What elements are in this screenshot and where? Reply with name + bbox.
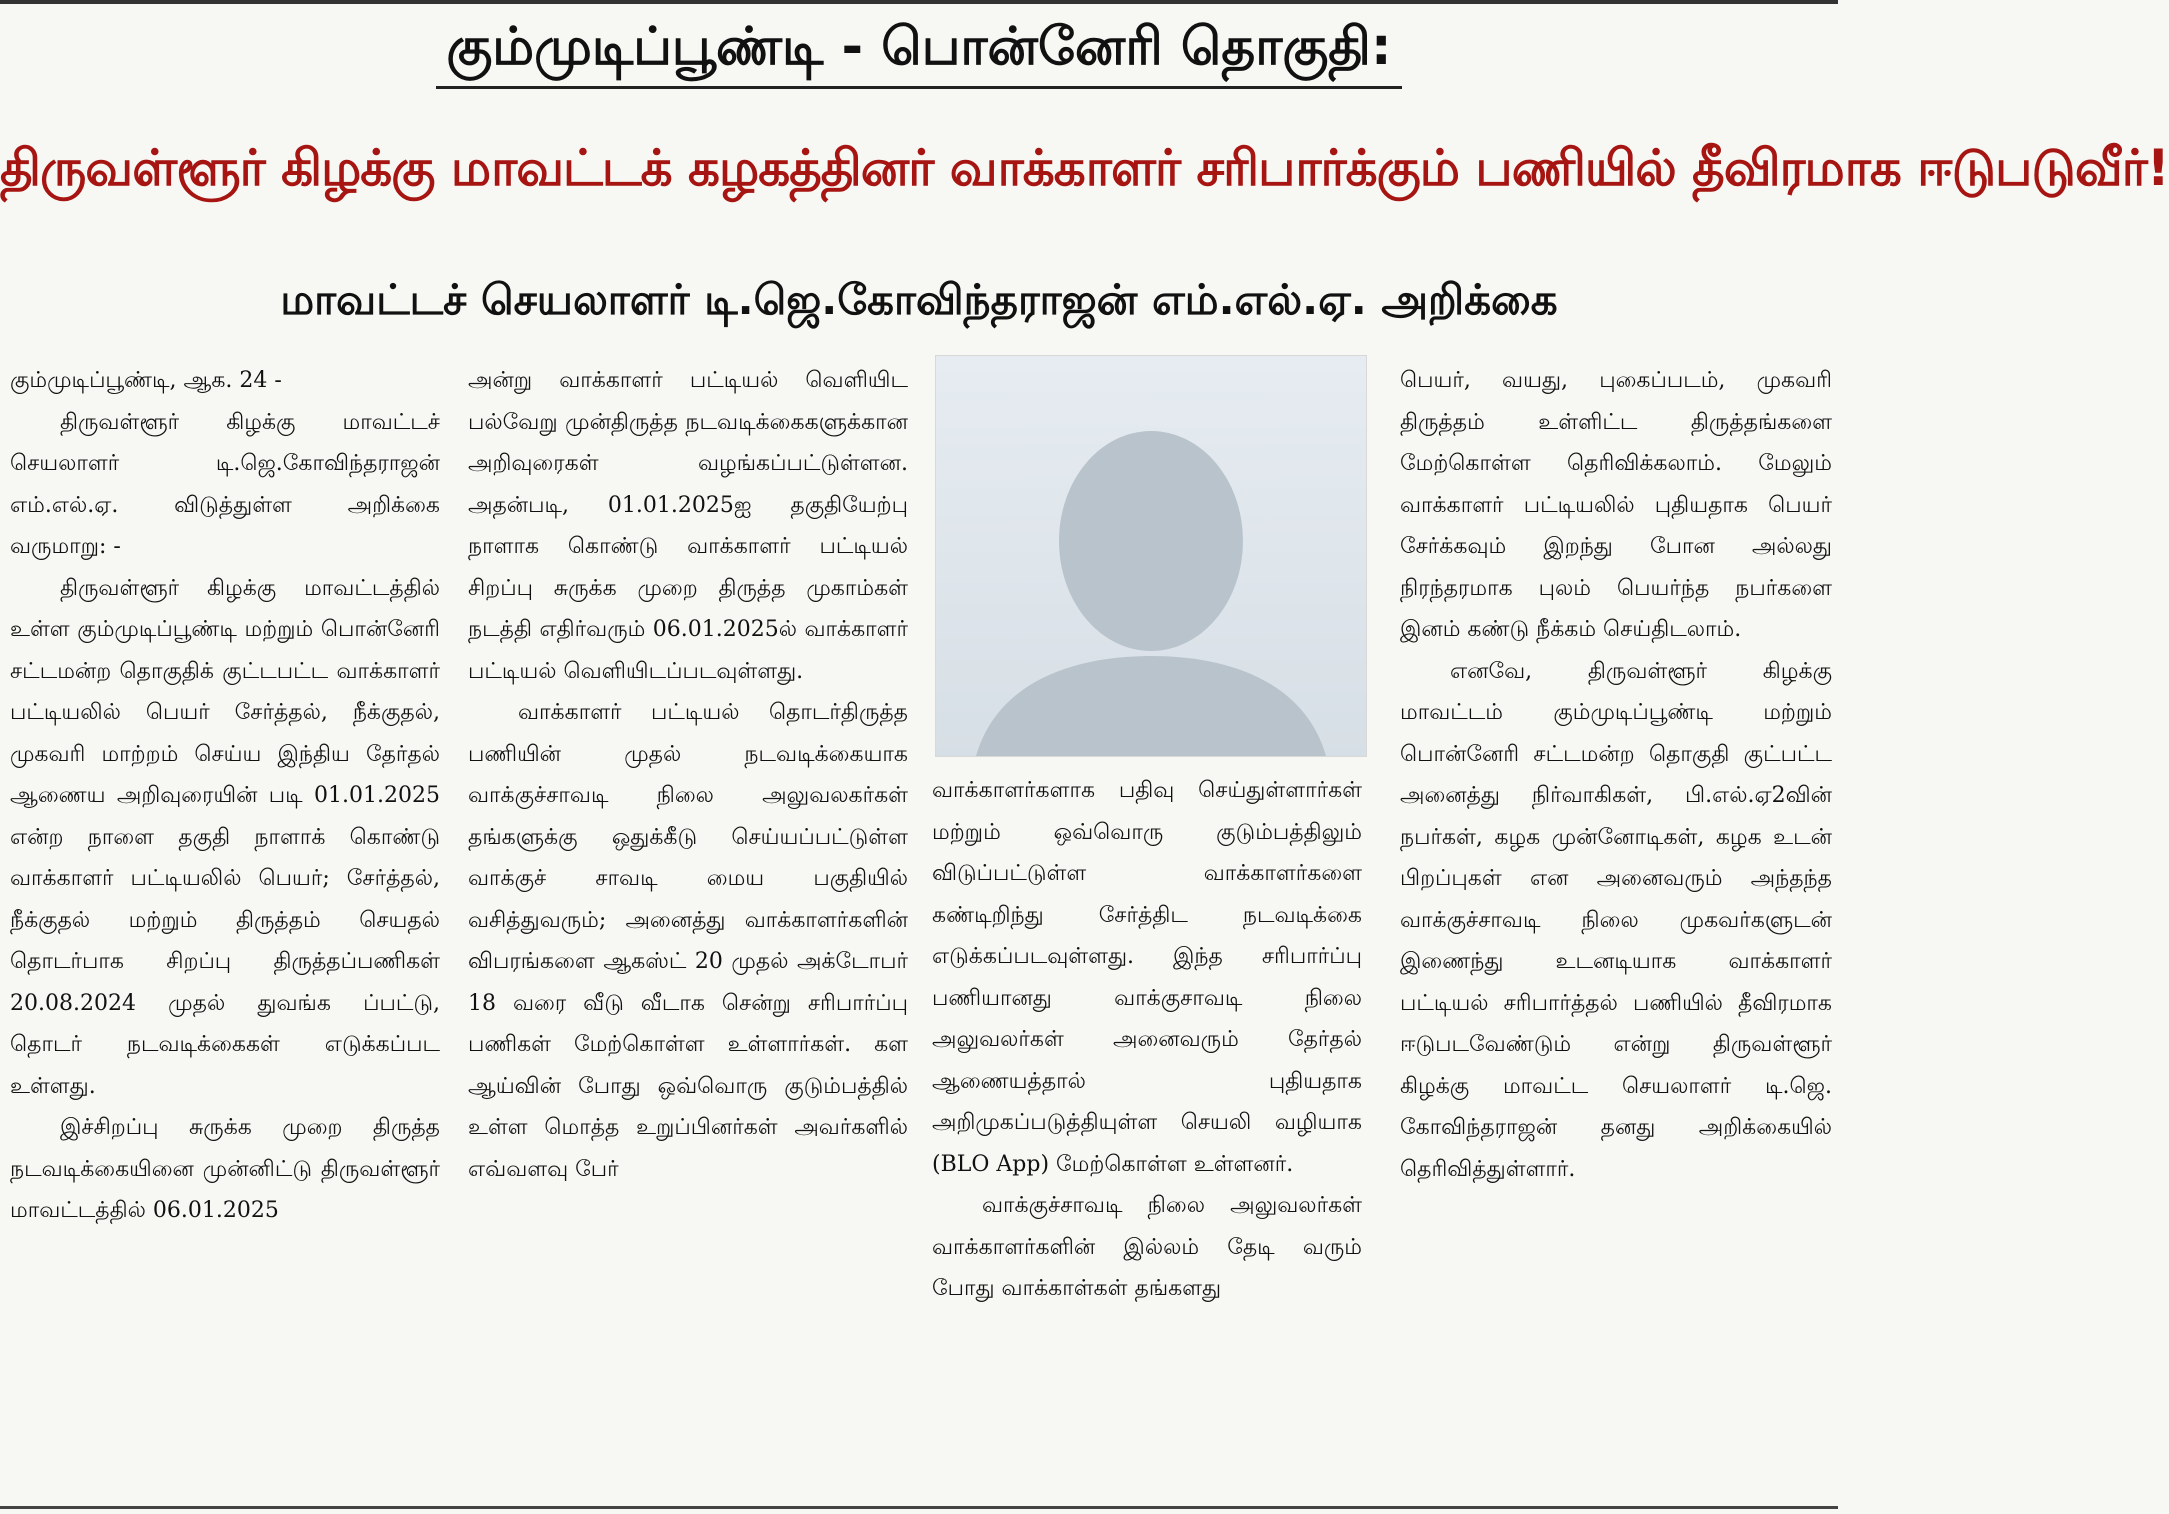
kicker-heading (0, 12, 1838, 89)
portrait-placeholder (936, 356, 1366, 756)
paragraph: வாக்குச்சாவடி நிலை அலுவலர்கள் வாக்காளர்களின் இல்லம் தேடி வரும் போது வாக்காள்கள் தங்களது (932, 1193, 1362, 1301)
paragraph: எனவே, திருவள்ளூர் கிழக்கு மாவட்டம் கும்முடிப்பூண்டி மற்றும் பொன்னேரி சட்டமன்ற தொகுதி குட்பட்ட அனைத்து நிர்வாகிகள், பி.எல்.ஏ2வின் நபர்கள், கழக முன்னோடிகள், கழக உடன் பிறப்புகள் என அனைவரும் அந்தந்த வாக்குச்சாவடி நிலை முகவர்களுடன் இணைந்து உடனடியாக வாக்காளர் பட்டியல் சரிபார்த்தல் பணியில் தீவிரமாக ஈடுபடவேண்டும் என்று திருவள்ளூர் கிழக்கு மாவட்ட செயலாளர் டி.ஜெ. கோவிந்தராஜன் தனது அறிக்கையில் தெரிவித்துள்ளார். (1400, 658, 1832, 1182)
article-column-4 (1400, 360, 1832, 1510)
top-rule (0, 0, 1838, 4)
article-column-1 (10, 360, 440, 1510)
article-column-3 (932, 770, 1362, 1510)
kicker-text: கும்முடிப்பூண்டி - பொன்னேரி தொகுதி: (436, 12, 1401, 89)
dateline: கும்முடிப்பூண்டி, ஆக. 24 - (10, 368, 282, 393)
paragraph: திருவள்ளூர் கிழக்கு மாவட்டச் செயலாளர் டி.ஜெ.கோவிந்தராஜன் எம்.எல்.ஏ. விடுத்துள்ள அறிக்கை வருமாறு: - (10, 409, 440, 559)
paragraph: வாக்காளர் பட்டியல் தொடர்திருத்த பணியின் முதல் நடவடிக்கையாக வாக்குச்சாவடி நிலை அலுவலகர்கள் தங்களுக்கு ஒதுக்கீடு செய்யப்பட்டுள்ள வாக்குச் சாவடி மைய பகுதியில் வசித்துவரும்; அனைத்து வாக்காளர்களின் விபரங்களை ஆகஸ்ட் 20 முதல் அக்டோபர் 18 வரை வீடு வீடாக சென்று சரிபார்ப்பு பணிகள் மேற்கொள்ள உள்ளார்கள். கள ஆய்வின் போது ஒவ்வொரு குடும்பத்தில் உள்ள மொத்த உறுப்பினர்கள் அவர்களில் எவ்வளவு பேர் (468, 700, 908, 1182)
paragraph: வாக்காளர்களாக பதிவு செய்துள்ளார்கள் மற்றும் ஒவ்வொரு குடும்பத்திலும் விடுப்பட்டுள்ள வாக்காளர்களை கண்டிறிந்து சேர்த்திட நடவடிக்கை எடுக்கப்படவுள்ளது. இந்த சரிபார்ப்பு பணியானது வாக்குசாவடி நிலை அலுவலர்கள் அனைவரும் தேர்தல் ஆணையத்தால் புதியதாக அறிமுகப்படுத்தியுள்ள செயலி வழியாக (BLO App) மேற்கொள்ள உள்ளனர். (932, 778, 1362, 1177)
headline: திருவள்ளூர் கிழக்கு மாவட்டக் கழகத்தினர் வாக்காளர் சரிபார்க்கும் பணியில் தீவிரமாக ஈடுபடுவீர்! (0, 139, 2169, 197)
subheadline: மாவட்டச் செயலாளர் டி.ஜெ.கோவிந்தராஜன் எம்.எல்.ஏ. அறிக்கை (280, 275, 1558, 324)
silhouette-head (1059, 431, 1243, 651)
article-column-2 (468, 360, 908, 1510)
paragraph: அன்று வாக்காளர் பட்டியல் வெளியிட பல்வேறு முன்திருத்த நடவடிக்கைகளுக்கான அறிவுரைகள் வழங்கப்பட்டுள்ளன. அதன்படி, 01.01.2025ஐ தகுதியேற்பு நாளாக கொண்டு வாக்காளர் பட்டியல் சிறப்பு சுருக்க முறை திருத்த முகாம்கள் நடத்தி எதிர்வரும் 06.01.2025ல் வாக்காளர் பட்டியல் வெளியிடப்படவுள்ளது. (468, 368, 908, 684)
bottom-rule (0, 1506, 1838, 1509)
paragraph: பெயர், வயது, புகைப்படம், முகவரி திருத்தம் உள்ளிட்ட திருத்தங்களை மேற்கொள்ள தெரிவிக்கலாம். மேலும் வாக்காளர் பட்டியலில் புதியதாக பெயர் சேர்க்கவும் இறந்து போன அல்லது நிரந்தரமாக புலம் பெயர்ந்த நபர்களை இனம் கண்டு நீக்கம் செய்திடலாம். (1400, 368, 1832, 642)
paragraph: இச்சிறப்பு சுருக்க முறை திருத்த நடவடிக்கையினை முன்னிட்டு திருவள்ளூர் மாவட்டத்தில் 06.01.2025 (10, 1115, 440, 1223)
portrait-photo (935, 355, 1367, 757)
paragraph: திருவள்ளூர் கிழக்கு மாவட்டத்தில் உள்ள கும்முடிப்பூண்டி மற்றும் பொன்னேரி சட்டமன்ற தொகுதிக் குட்டபட்ட வாக்காளர் பட்டியலில் பெயர் சேர்த்தல், நீக்குதல், முகவரி மாற்றம் செய்ய இந்திய தேர்தல் ஆணைய அறிவுரையின் படி 01.01.2025 என்ற நாளை தகுதி நாளாக் கொண்டு வாக்காளர் பட்டியலில் பெயர்; சேர்த்தல், நீக்குதல் மற்றும் திருத்தம் செயதல் தொடர்பாக சிறப்பு திருத்தப்பணிகள் 20.08.2024 முதல் துவங்க ப்பட்டு, தொடர் நடவடிக்கைகள் எடுக்கப்பட உள்ளது. (10, 575, 440, 1099)
